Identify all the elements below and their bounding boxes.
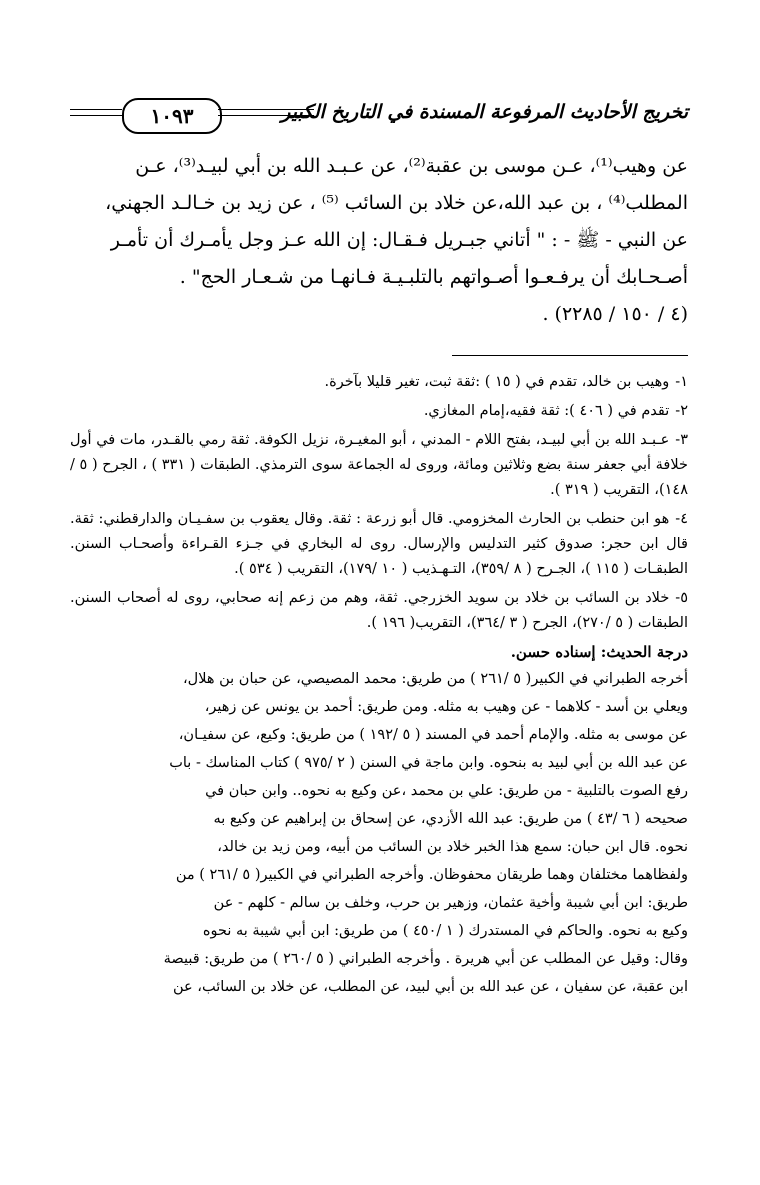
hadith-text [70,148,688,333]
takhrij-line: عن عبد الله بن أبي لبيد به بنحوه. وابن ماجة في السنن ( ٢ /٩٧٥ ) كتاب المناسك - باب [169,755,688,771]
hadith-reference: (٤ / ١٥٠ / ٢٢٨٥) . [542,303,688,325]
takhrij-line: نحوه. قال ابن حبان: سمع هذا الخبر خلاد بن السائب من أبيه، ومن زيد بن خالد، [217,839,688,855]
takhrij-line: رفع الصوت بالتلبية - من طريق: علي بن محمد ،عن وكيع به نحوه.. وابن حبان في [205,783,688,799]
footnote-number: ٣- [675,432,688,448]
footnote [70,370,688,395]
footnote-number: ٥- [675,590,688,606]
hadith-line: المطلب⁽⁴⁾ ، بن عبد الله،عن خلاد بن السائب ⁽⁵⁾ ، عن زيد بن خـالـد الجهني، [105,192,688,214]
footnote-text: خلاد بن السائب بن خلاد بن سويد الخزرجي. ثقة، وهم من زعم إنه صحابي، روى له أصحاب السنن. الطبقات ( ٥ /٢٧٠)، الجرح ( ٣ /٣٦٤)، التقريب( ١٩٦ ). [70,590,688,631]
footnote-text: عـبـد الله بن أبي لبيـد، بفتح اللام - المدني ، أبو المغيـرة، نزيل الكوفة. ثقة رمي بالقـدر، مات في أول خلافة أبي جعفر سنة بضع وثلاثين ومائة، وروى له الجماعة سوى الترمذي. الطبقات ( ٣٣١ ) ، الجرح ( ٥ /١٤٨)، التقريب ( ٣١٩ ). [70,432,688,498]
header-rule [218,109,314,110]
takhrij-line: ويعلي بن أسد - كلاهما - عن وهيب به مثله. ومن طريق: أحمد بن يونس عن زهير، [204,699,688,715]
takhrij-line: وكيع به نحوه. والحاكم في المستدرك ( ١ /٤٥٠ ) من طريق: ابن أبي شيبة به نحوه [202,923,688,939]
header-rule [218,115,314,116]
hadith-line: عن وهيب⁽¹⁾، عـن موسى بن عقبة⁽²⁾، عن عـبـد الله بن أبي لبيـد⁽³⁾، عـن [135,155,688,177]
footnote-number: ٢- [675,403,688,419]
footnote [70,507,688,582]
takhrij-line: أخرجه الطبراني في الكبير( ٥ /٢٦١ ) من طريق: محمد المصيصي، عن حبان بن هلال، [182,671,688,687]
takhrij-line: عن موسى به مثله. والإمام أحمد في المسند ( ٥ /١٩٢ ) من طريق: وكيع، عن سفيـان، [178,727,688,743]
footnote-separator [452,355,688,356]
hadith-grade: درجة الحديث: إسناده حسن. [510,643,688,661]
footnotes [70,370,688,1001]
footnote-number: ٤- [675,511,688,527]
page-header [0,93,760,141]
footnote [70,586,688,636]
takhrij-line: طريق: ابن أبي شيبة وأخية عثمان، وزهير بن حرب، وخلف بن سالم - كلهم - عن [213,895,688,911]
takhrij-line: ابن عقبة، عن سفيان ، عن عبد الله بن أبي لبيد، عن المطلب، عن خلاد بن السائب، عن [172,979,688,995]
hadith-line: عن النبي - ﷺ - : " أتاني جبـريل فـقـال: إن الله عـز وجل يأمـرك أن تأمـر [110,229,688,251]
takhrij-line: صحيحه ( ٦ /٤٣ ) من طريق: عبد الله الأزدي، عن إسحاق بن إبراهيم عن وكيع به [213,811,688,827]
footnote [70,428,688,503]
page-number: ١٠٩٣ [122,98,222,134]
header-rule [70,115,122,116]
header-rule [70,109,122,110]
hadith-line: أصـحـابك أن يرفـعـوا أصـواتهم بالتلبـيـة فـانهـا من شـعـار الحج" . [179,266,688,288]
takhrij-line: وقال: وقيل عن المطلب عن أبي هريرة . وأخرجه الطبراني ( ٥ /٢٦٠ ) من طريق: قبيصة [163,951,688,967]
footnote [70,399,688,424]
footnote-text: تقدم في ( ٤٠٦ ): ثقة فقيه،إمام المغازي. [423,403,670,419]
footnote-number: ١- [675,374,688,390]
footnote-text: وهيب بن خالد، تقدم في ( ١٥ ) :ثقة ثبت، تغير قليلا بآخرة. [324,374,670,390]
takhrij-section [70,665,688,1001]
running-title: تخريج الأحاديث المرفوعة المسندة في التاريخ الكبير [281,101,688,123]
takhrij-line: ولفظاهما مختلفان وهما طريقان محفوظان. وأخرجه الطبراني في الكبير( ٥ /٢٦١ ) من [175,867,688,883]
footnote-text: هو ابن حنطب بن الحارث المخزومي. قال أبو زرعة : ثقة. وقال يعقوب بن سفـيـان والدارقطني: ثقة. قال ابن حجر: صدوق كثير التدليس والإرسال. روى له البخاري في جـزء القـراءة وأصحـاب السنن. الطبقـات ( ١١٥ )، الجـرح ( ٨ /٣٥٩)، التـهـذيب ( ١٠ /١٧٩)، التقريب ( ٥٣٤ ). [70,511,688,577]
